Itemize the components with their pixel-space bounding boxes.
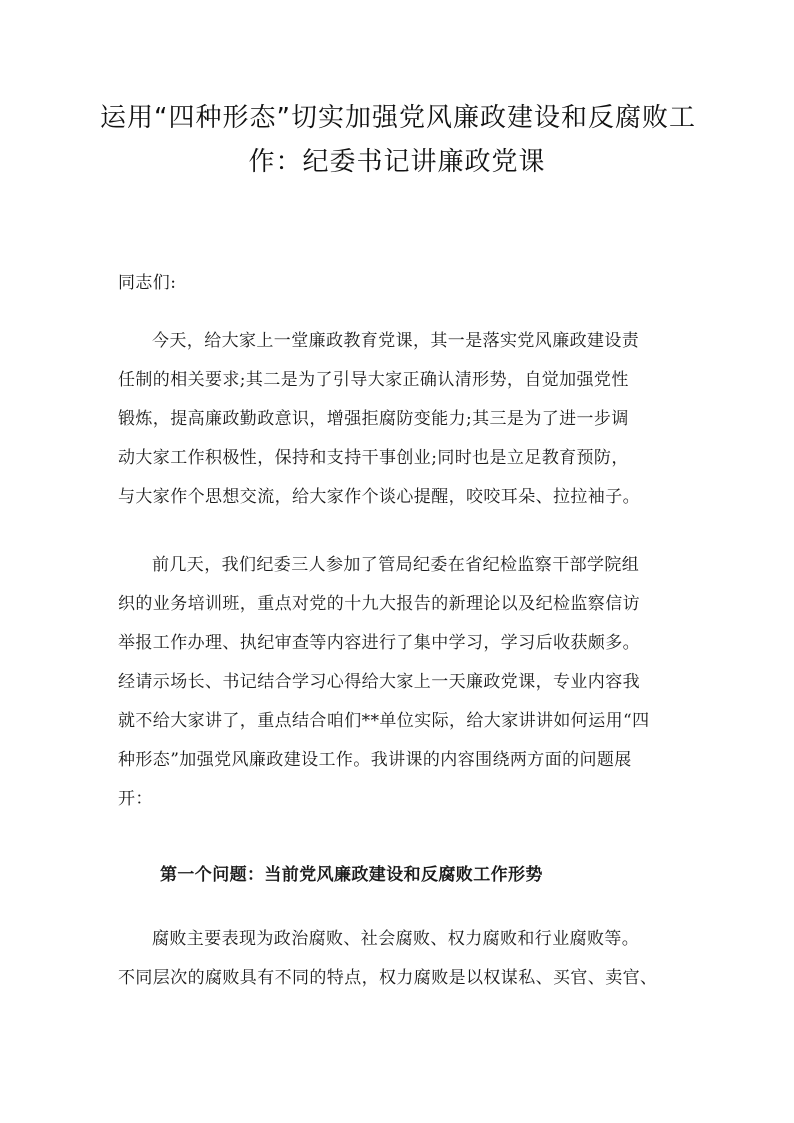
- paragraph-2: [118, 546, 686, 819]
- section-heading-1: 第一个问题：当前党风廉政建设和反腐败工作形势: [160, 865, 543, 885]
- document-title: [100, 96, 694, 184]
- paragraph-2-line-5: 就不给大家讲了，重点结合咱们**单位实际，给大家讲讲如何运用“四: [118, 711, 650, 731]
- paragraph-2-line-7: 开：: [118, 789, 153, 809]
- paragraph-3-line-2: 不同层次的腐败具有不同的特点，权力腐败是以权谋私、买官、卖官、: [118, 968, 658, 988]
- paragraph-2-line-3: 举报工作办理、执纪审查等内容进行了集中学习，学习后收获颇多。: [118, 633, 640, 653]
- paragraph-3: [118, 920, 686, 998]
- title-line-2: 作：纪委书记讲廉政党课: [248, 147, 546, 177]
- salutation: 同志们:: [118, 273, 177, 293]
- paragraph-1-line-3: 锻炼，提高廉政勤政意识，增强拒腐防变能力;其三是为了进一步调: [118, 409, 629, 429]
- paragraph-1-line-5: 与大家作个思想交流，给大家作个谈心提醒，咬咬耳朵、拉拉袖子。: [118, 487, 640, 507]
- paragraph-2-line-6: 种形态”加强党风廉政建设工作。我讲课的内容围绕两方面的问题展: [118, 750, 632, 770]
- paragraph-1-line-1: 今天，给大家上一堂廉政教育党课，其一是落实党风廉政建设责: [152, 331, 640, 351]
- paragraph-1-line-2: 任制的相关要求;其二是为了引导大家正确认清形势，自觉加强党性: [118, 370, 629, 390]
- title-line-1: 运用“四种形态”切实加强党风廉政建设和反腐败工: [100, 103, 696, 133]
- paragraph-3-line-1: 腐败主要表现为政治腐败、社会腐败、权力腐败和行业腐败等。: [152, 929, 640, 949]
- paragraph-1: [118, 322, 686, 517]
- paragraph-2-line-1: 前几天，我们纪委三人参加了管局纪委在省纪检监察干部学院组: [152, 555, 640, 575]
- paragraph-2-line-2: 织的业务培训班，重点对党的十九大报告的新理论以及纪检监察信访: [118, 594, 640, 614]
- paragraph-2-line-4: 经请示场长、书记结合学习心得给大家上一天廉政党课，专业内容我: [118, 672, 640, 692]
- paragraph-1-line-4: 动大家工作积极性，保持和支持干事创业;同时也是立足教育预防，: [118, 448, 629, 468]
